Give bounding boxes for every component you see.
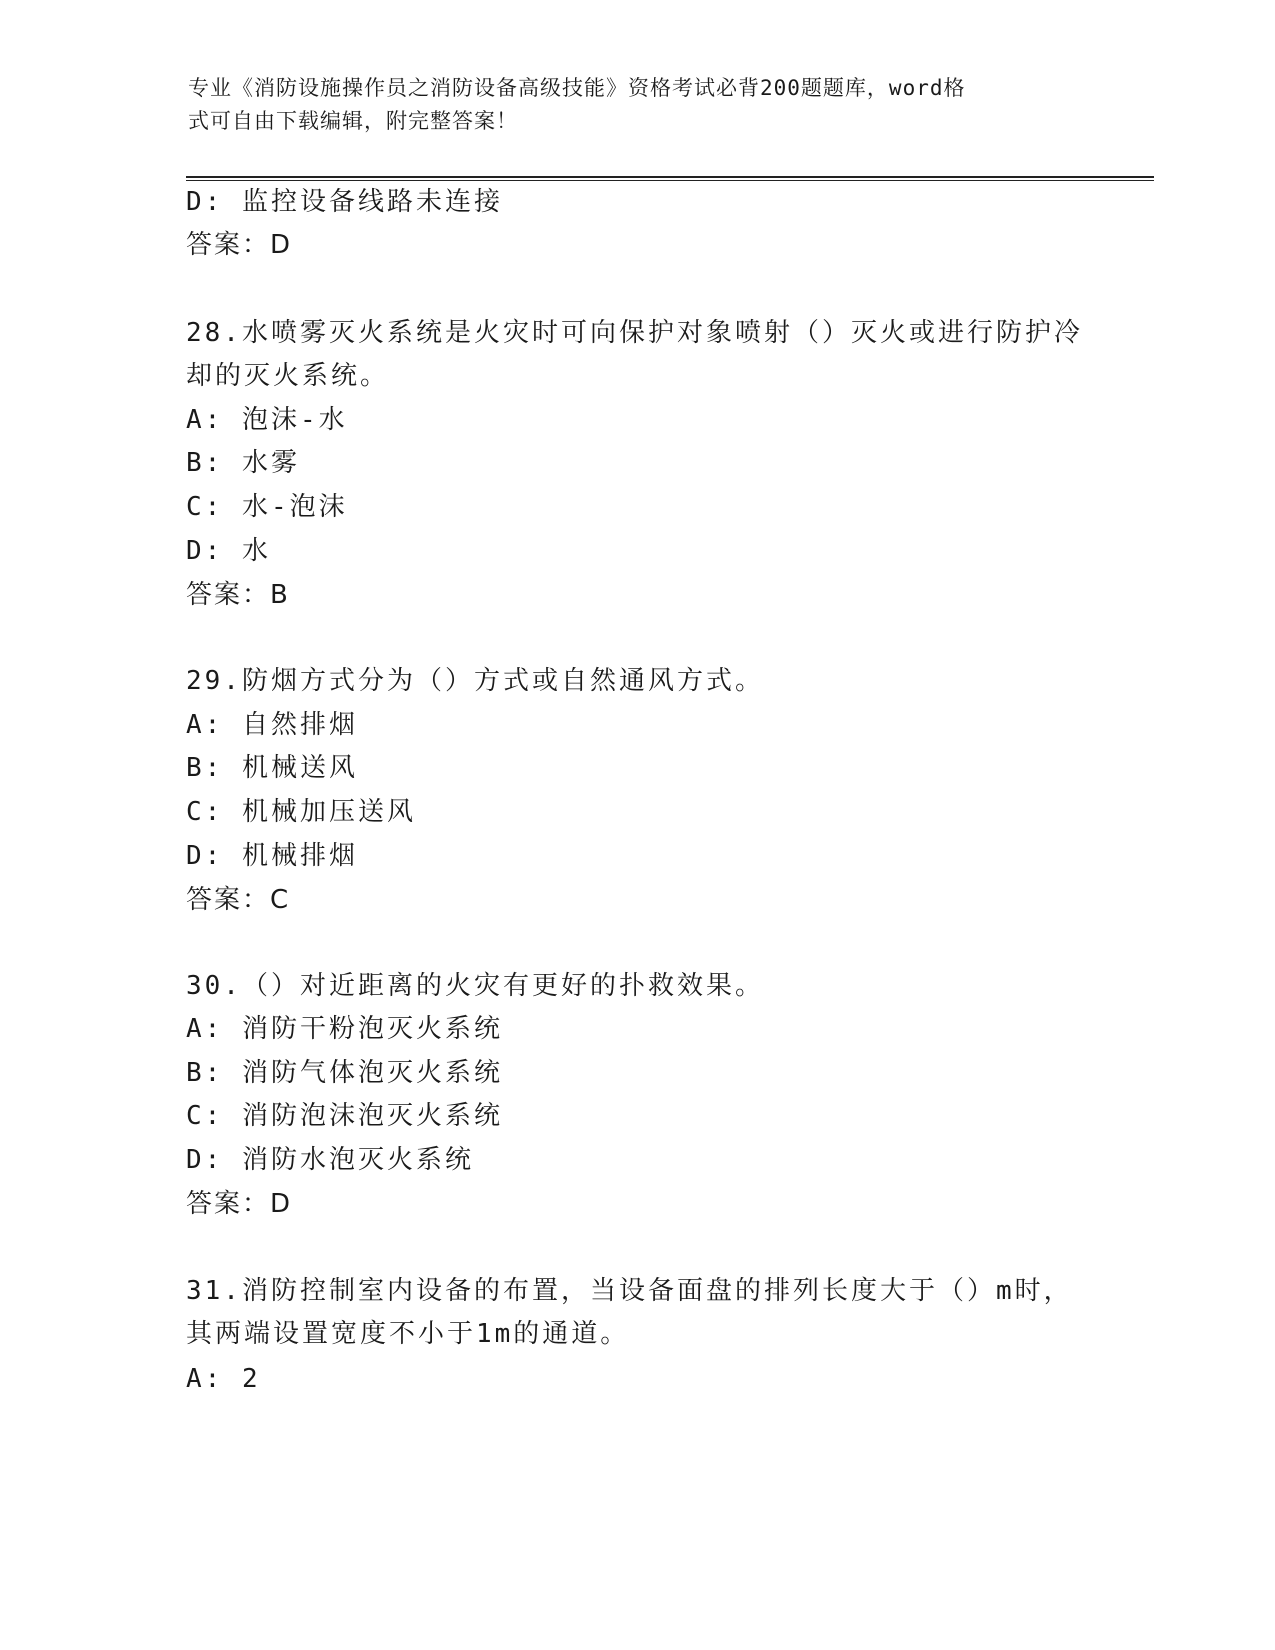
question-29-option-c: C: 机械加压送风 (186, 797, 416, 827)
header-line-1: 专业《消防设施操作员之消防设备高级技能》资格考试必背200题题库，word格 (188, 76, 966, 100)
question-31-option-a: A: 2 (186, 1364, 261, 1394)
question-30-option-a: A: 消防干粉泡灭火系统 (186, 1014, 503, 1044)
question-29-option-d: D: 机械排烟 (186, 841, 358, 871)
question-29-option-a: A: 自然排烟 (186, 710, 358, 740)
question-30-option-d: D: 消防水泡灭火系统 (186, 1145, 474, 1175)
question-29-stem: 29.防烟方式分为（）方式或自然通风方式。 (186, 666, 764, 696)
option-d: D: 监控设备线路未连接 (186, 187, 503, 217)
header-divider (186, 176, 1154, 181)
question-29-answer: 答案：C (186, 885, 291, 915)
question-28-option-c: C: 水-泡沫 (186, 492, 348, 522)
question-28-stem-line-2: 却的灭火系统。 (186, 361, 390, 391)
question-31-stem-line-2: 其两端设置宽度不小于1m的通道。 (186, 1319, 630, 1349)
question-30-option-c: C: 消防泡沫泡灭火系统 (186, 1101, 503, 1131)
document-header (188, 72, 1068, 138)
question-30-option-b: B: 消防气体泡灭火系统 (186, 1058, 503, 1088)
question-28-answer: 答案：B (186, 580, 290, 610)
answer: 答案：D (186, 230, 293, 260)
question-30-answer: 答案：D (186, 1189, 293, 1219)
question-28-option-b: B: 水雾 (186, 448, 300, 478)
question-29-option-b: B: 机械送风 (186, 753, 358, 783)
question-28-option-a: A: 泡沫-水 (186, 405, 348, 435)
question-31-stem-line-1: 31.消防控制室内设备的布置，当设备面盘的排列长度大于（）m时， (186, 1276, 1073, 1306)
question-30-stem: 30.（）对近距离的火灾有更好的扑救效果。 (186, 971, 764, 1001)
question-28-stem-line-1: 28.水喷雾灭火系统是火灾时可向保护对象喷射（）灭火或进行防护冷 (186, 318, 1083, 348)
header-line-2: 式可自由下载编辑，附完整答案！ (188, 109, 518, 133)
question-28-option-d: D: 水 (186, 536, 271, 566)
